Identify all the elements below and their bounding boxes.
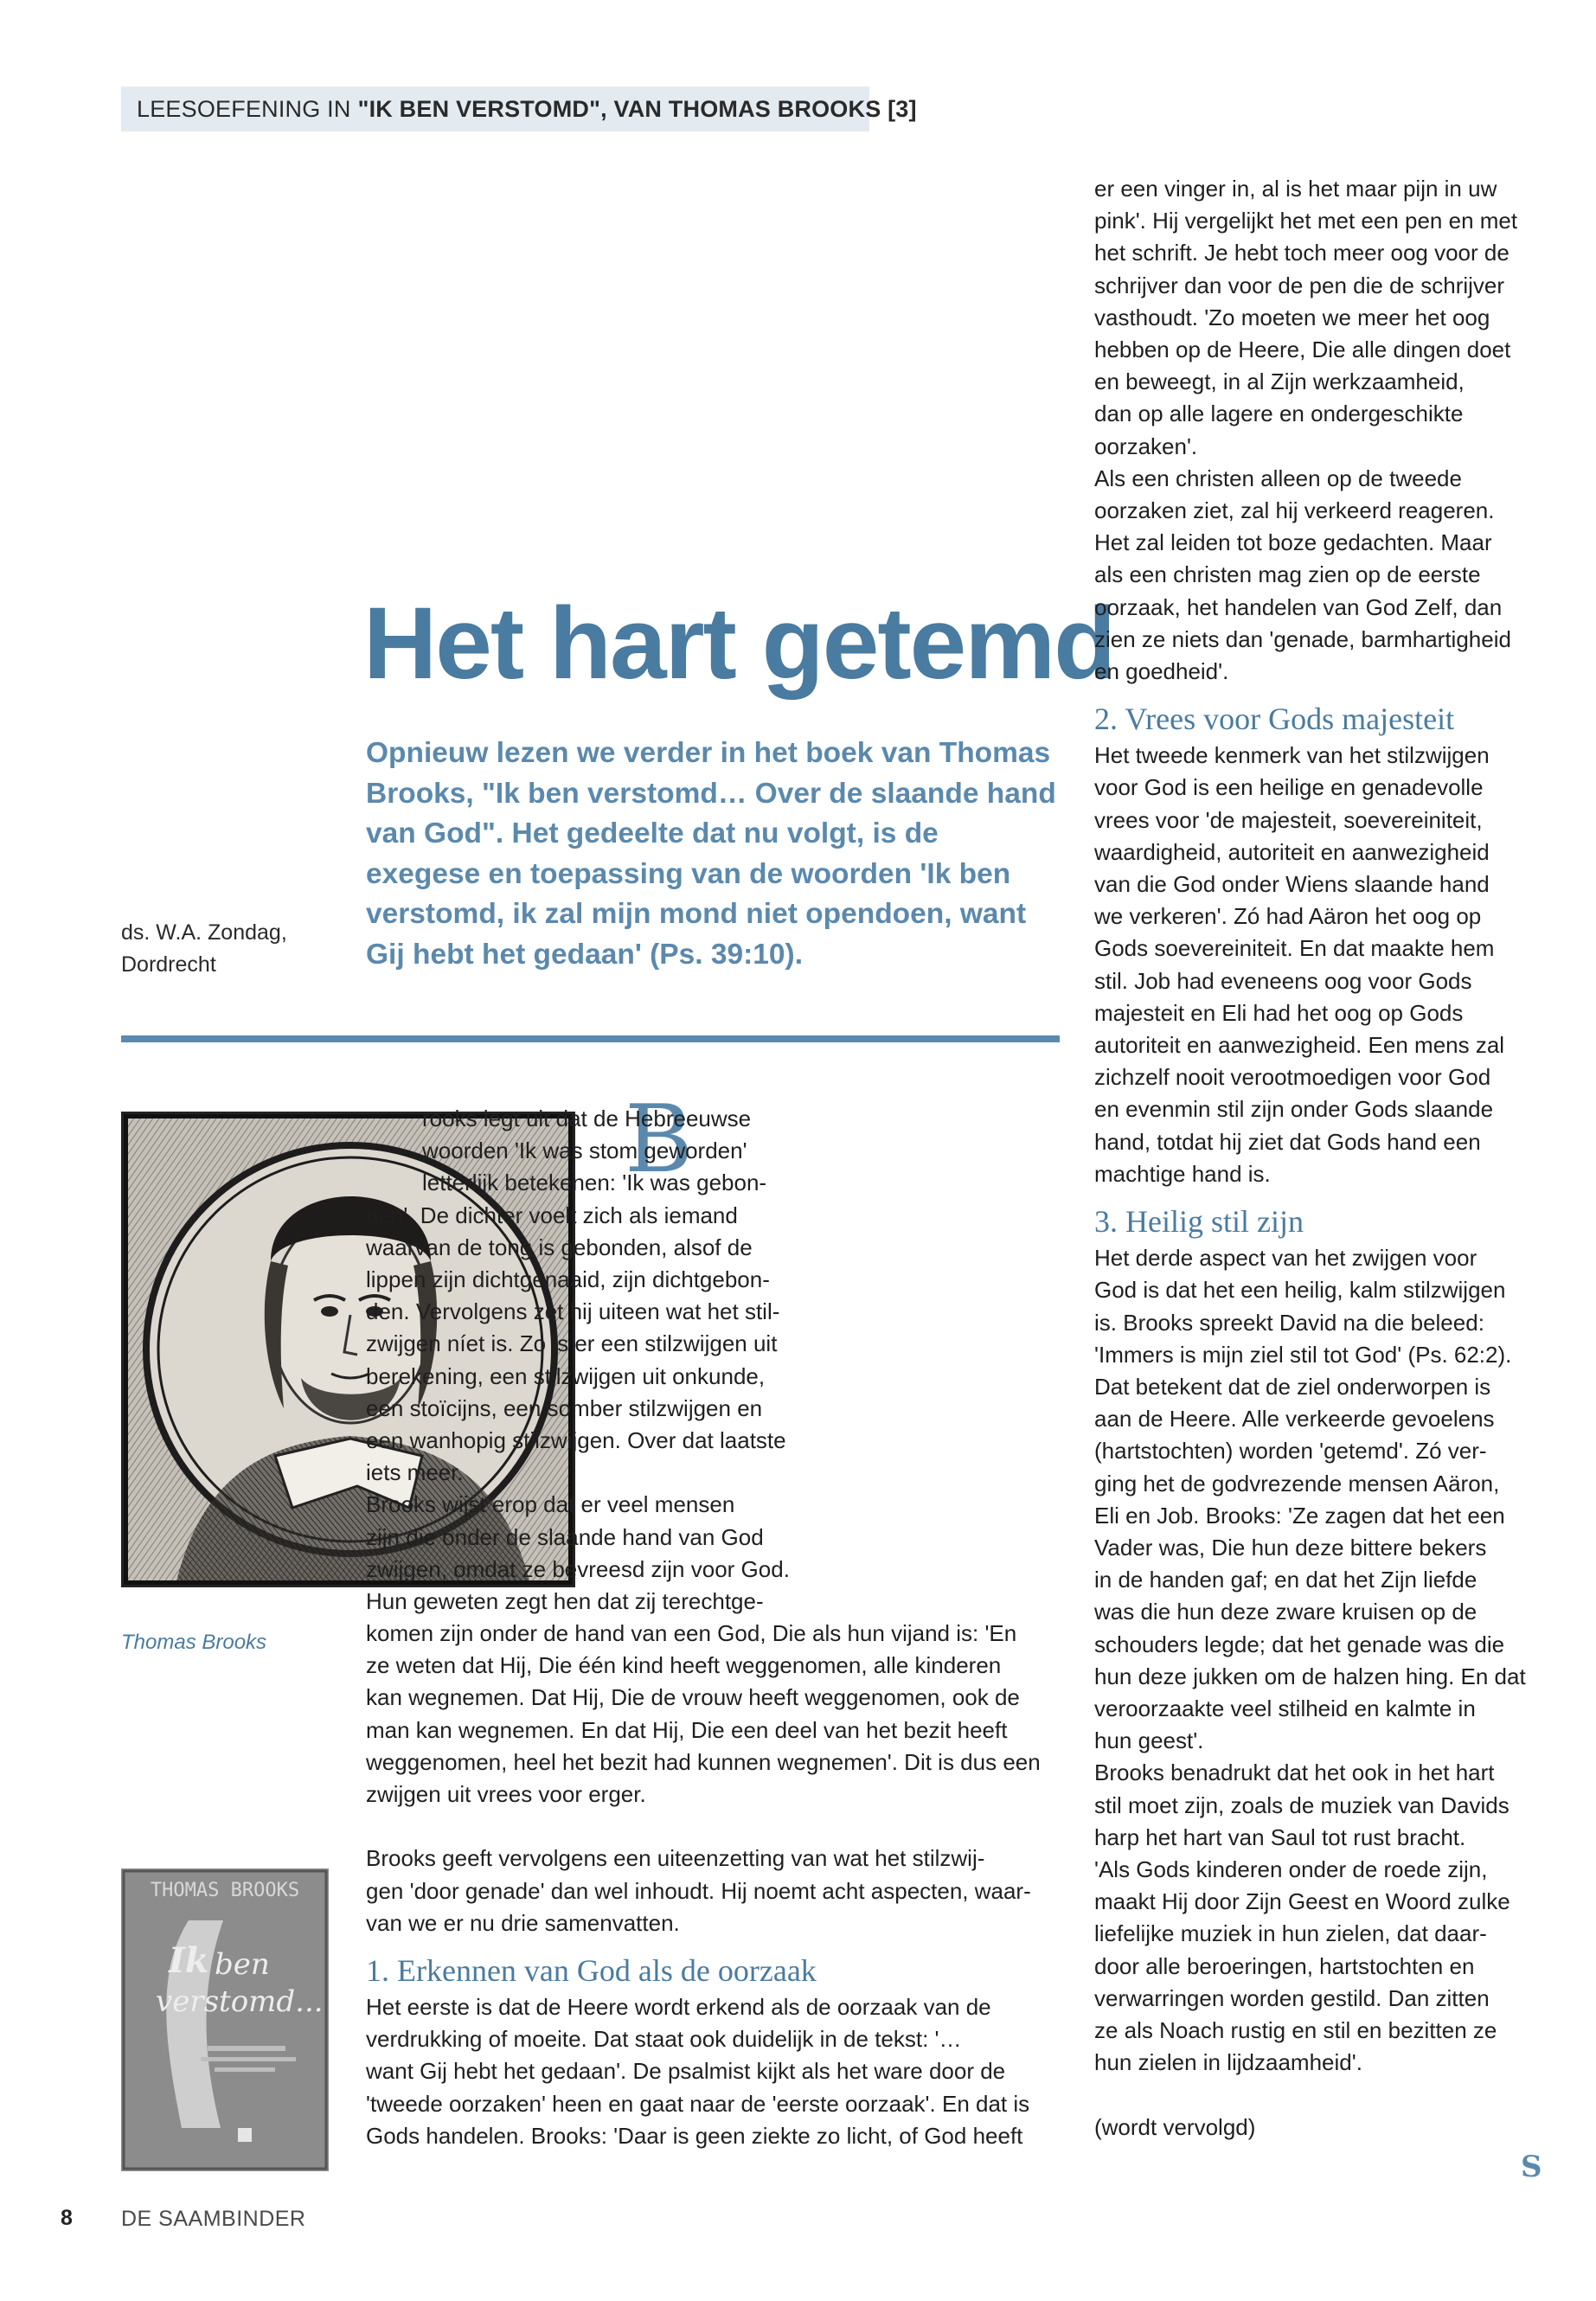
text-line: van die God onder Wiens slaande hand <box>1094 871 1490 898</box>
text-line: Brooks wijst erop dat er veel mensen <box>366 1491 735 1518</box>
page-number: 8 <box>61 2206 73 2230</box>
paragraph-gods-majesty <box>1094 740 1526 1190</box>
text-line: oorzaken ziet, zal hij verkeerd reageren. <box>1094 497 1495 524</box>
text-line: Gods soevereiniteit. En dat maakte hem <box>1094 935 1495 962</box>
author-place: Dordrecht <box>121 952 216 977</box>
text-line: vrees voor 'de majesteit, soevereiniteit, <box>1094 806 1483 833</box>
text-line: hun zielen in lijdzaamheid'. <box>1094 2049 1362 2076</box>
text-line: liefelijke muziek in hun zielen, dat daar- <box>1094 1920 1487 1947</box>
text-line: zwijgen, omdat ze bevreesd zijn voor God. <box>366 1555 790 1582</box>
text-line: 'Immers is mijn ziel stil tot God' (Ps. 62:2). <box>1094 1341 1512 1368</box>
text-line: den'. De dichter voelt zich als iemand <box>366 1202 738 1228</box>
text-line: vasthoudt. 'Zo moeten we meer het oog <box>1094 304 1490 330</box>
text-line: dan op alle lagere en ondergeschikte <box>1094 401 1464 427</box>
text-line: woorden 'Ik was stom geworden' <box>422 1138 747 1164</box>
text-line: 'Als Gods kinderen onder de roede zijn, <box>1094 1856 1488 1882</box>
text-line: Het zal leiden tot boze gedachten. Maar <box>1094 529 1492 556</box>
text-line: ze weten dat Hij, Die één kind heeft weggenomen, alle kinderen <box>366 1652 1002 1679</box>
text-line: ze als Noach rustig en stil en bezitten ze <box>1094 2016 1497 2043</box>
text-line: het schrift. Je hebt toch meer oog voor de <box>1094 240 1509 266</box>
text-line: komen zijn onder de hand van een God, Die als hun vijand is: 'En <box>366 1620 1017 1646</box>
text-line: machtige hand is. <box>1094 1160 1271 1187</box>
text-line: en goedheid'. <box>1094 658 1229 685</box>
text-line: Vader was, Die hun deze bittere bekers <box>1094 1534 1487 1561</box>
text-line: schrijver dan voor de pen die de schrijver <box>1094 272 1505 298</box>
text-line: in de handen gaf; en dat het Zijn liefde <box>1094 1567 1477 1593</box>
article-title: Het hart getemd <box>363 586 1115 701</box>
text-line: 'tweede oorzaken' heen en gaat naar de 'eerste oorzaak'. En dat is <box>366 2090 1030 2117</box>
text-line: hebben op de Heere, Die alle dingen doet <box>1094 336 1511 363</box>
text-line: zijn die onder de slaande hand van God <box>366 1523 764 1550</box>
text-line: harp het hart van Saul tot rust bracht. <box>1094 1823 1466 1850</box>
text-line: hun deze jukken om de halzen hing. En dat <box>1094 1663 1526 1689</box>
subheading-2: 2. Vrees voor Gods majesteit <box>1094 702 1455 737</box>
text-line: stil moet zijn, zoals de muziek van Davids <box>1094 1791 1509 1818</box>
text-line: stil. Job had eveneens oog voor Gods <box>1094 967 1472 994</box>
text-line: voor God is een heilige en genadevolle <box>1094 774 1484 801</box>
text-line: als een christen mag zien op de eerste <box>1094 561 1481 588</box>
text-line: schouders legde; dat het genade was die <box>1094 1631 1505 1657</box>
text-line: weggenomen, heel het bezit had kunnen wegnemen'. Dit is dus een <box>366 1748 1041 1775</box>
text-line: Dat betekent dat de ziel onderworpen is <box>1094 1373 1491 1400</box>
text-line: en beweegt, in al Zijn werkzaamheid, <box>1094 369 1465 395</box>
drop-cap: B <box>625 1086 694 1194</box>
author-byline <box>121 917 287 981</box>
text-line: waardigheid, autoriteit en aanwezigheid <box>1094 838 1490 865</box>
text-line: God is dat het een heilig, kalm stilzwijgen <box>1094 1277 1506 1304</box>
author-name: ds. W.A. Zondag, <box>121 920 287 945</box>
magazine-name: DE SAAMBINDER <box>121 2207 306 2231</box>
text-line: zwijgen níet is. Zo is er een stilzwijgen uit <box>366 1330 778 1357</box>
book-cover-title-3: verstomd... <box>156 1984 324 2019</box>
paragraph-holy-silence <box>1094 1242 1526 2079</box>
text-line: hun geest'. <box>1094 1727 1204 1754</box>
text-line: door alle beroeringen, hartstochten en <box>1094 1952 1475 1979</box>
text-line: zwijgen uit vrees voor erger. <box>366 1781 646 1808</box>
text-line: Het tweede kenmerk van het stilzwijgen <box>1094 742 1490 769</box>
section-kicker <box>121 87 917 131</box>
portrait-caption: Thomas Brooks <box>121 1631 267 1654</box>
text-line: (hartstochten) worden 'getemd'. Zó ver- <box>1094 1438 1487 1465</box>
text-line: en evenmin stil zijn onder Gods slaande <box>1094 1096 1494 1123</box>
text-line: is. Brooks spreekt David na die beleed: <box>1094 1309 1484 1336</box>
kicker-prefix: LEESOEFENING IN <box>137 95 351 122</box>
book-cover-title-2: ben <box>215 1947 270 1982</box>
text-line: veroorzaakte veel stilheid en kalmte in <box>1094 1695 1476 1721</box>
text-line: Het eerste is dat de Heere wordt erkend als de oorzaak van de <box>366 1994 991 2021</box>
paragraph-god-as-cause <box>366 1991 1041 2152</box>
title-divider <box>121 1035 1060 1042</box>
text-line: pink'. Hij vergelijkt het met een pen en met <box>1094 208 1518 234</box>
book-cover-image <box>121 1868 329 2171</box>
text-line: zien ze niets dan 'genade, barmhartigheid <box>1094 625 1511 652</box>
text-line: we verkeren'. Zó had Aäron het oog op <box>1094 903 1482 930</box>
text-line: een stoïcijns, een somber stilzwijgen en <box>366 1394 763 1421</box>
text-line: Brooks geeft vervolgens een uiteenzetting van wat het stilzwij- <box>366 1845 985 1872</box>
text-line: verwarringen worden gestild. Dan zitten <box>1094 1984 1490 2011</box>
text-line: Eli en Job. Brooks: 'Ze zagen dat het een <box>1094 1502 1505 1529</box>
text-line: letterlijk betekenen: 'Ik was gebon- <box>422 1170 767 1196</box>
text-line: iets meer. <box>366 1459 464 1486</box>
text-line: er een vinger in, al is het maar pijn in uw <box>1094 176 1497 202</box>
text-line: aan de Heere. Alle verkeerde gevoelens <box>1094 1406 1495 1433</box>
text-line: maakt Hij door Zijn Geest en Woord zulke <box>1094 1888 1510 1915</box>
text-line: autoriteit en aanwezigheid. Een mens zal <box>1094 1032 1505 1059</box>
text-line: een wanhopig stilzwijgen. Over dat laatste <box>366 1427 786 1454</box>
book-cover-author: THOMAS BROOKS <box>150 1880 300 1901</box>
book-cover-title-1: Ik <box>169 1940 209 1981</box>
body-column-middle-bottom <box>366 1618 1041 2152</box>
text-line: van we er nu drie samenvatten. <box>366 1909 680 1936</box>
paragraph-fear-of-worse <box>366 1618 1041 1811</box>
text-line: man kan wegnemen. En dat Hij, Die een deel van het bezit heeft <box>366 1716 1008 1743</box>
text-line: hand, totdat hij ziet dat Gods hand een <box>1094 1128 1481 1155</box>
text-line: den. Vervolgens zet hij uiteen wat het stil- <box>366 1298 780 1325</box>
text-line: Het derde aspect van het zwijgen voor <box>1094 1245 1477 1272</box>
text-line: Als een christen alleen op de tweede <box>1094 465 1462 491</box>
text-line: verdrukking of moeite. Dat staat ook duidelijk in de tekst: '… <box>366 2026 962 2053</box>
text-line: was die hun deze zware kruisen op de <box>1094 1599 1477 1625</box>
subheading-3: 3. Heilig stil zijn <box>1094 1204 1304 1240</box>
text-line: want Gij hebt het gedaan'. De psalmist kijkt als het ware door de <box>366 2058 1006 2085</box>
text-line: Brooks benadrukt dat het ook in het hart <box>1094 1759 1495 1786</box>
subheading-1: 1. Erkennen van God als de oorzaak <box>366 1953 817 1989</box>
text-line: majesteit en Eli had het oog op Gods <box>1094 999 1464 1026</box>
to-be-continued: (wordt vervolgd) <box>1094 2113 1256 2140</box>
kicker-series-title: "IK BEN VERSTOMD", VAN THOMAS BROOKS [3] <box>357 95 917 122</box>
body-column-middle-top <box>366 1103 790 1618</box>
paragraph-eight-aspects <box>366 1843 1041 1939</box>
text-line: gen 'door genade' dan wel inhoudt. Hij noemt acht aspecten, waar- <box>366 1877 1031 1904</box>
text-line: rooks legt uit dat de Hebreeuwse <box>422 1106 752 1131</box>
text-line: lippen zijn dichtgenaaid, zijn dichtgebon- <box>366 1266 770 1293</box>
text-line: waarvan de tong is gebonden, alsof de <box>366 1234 753 1260</box>
text-line: Gods handelen. Brooks: 'Daar is geen ziekte zo licht, of God heeft <box>366 2122 1023 2149</box>
text-line: oorzaken'. <box>1094 433 1198 459</box>
body-column-right <box>1094 173 1526 2144</box>
text-line: kan wegnemen. Dat Hij, Die de vrouw heeft weggenomen, ook de <box>366 1684 1020 1711</box>
text-line: zichzelf nooit verootmoedigen voor God <box>1094 1064 1491 1091</box>
book-cover-illustration <box>121 1868 329 2171</box>
text-line: berekening, een stilzwijgen uit onkunde, <box>366 1362 766 1389</box>
text-line: Hun geweten zegt hen dat zij terechtge- <box>366 1588 764 1615</box>
text-line: ging het de godvrezende mensen Aäron, <box>1094 1470 1500 1497</box>
end-mark-icon: S <box>1521 2150 1542 2184</box>
paragraph-pen-and-writer <box>1094 173 1526 688</box>
article-lead: Opnieuw lezen we verder in het boek van Thomas Brooks, "Ik ben verstomd… Over de slaande hand van God". Het gedeelte dat nu volgt, is de exegese en toepassing van de woorden 'Ik ben verstomd, ik zal mijn mond niet opendoen, want Gij hebt het gedaan' (Ps. 39:10). <box>366 737 1056 971</box>
text-line: oorzaak, het handelen van God Zelf, dan <box>1094 593 1503 620</box>
